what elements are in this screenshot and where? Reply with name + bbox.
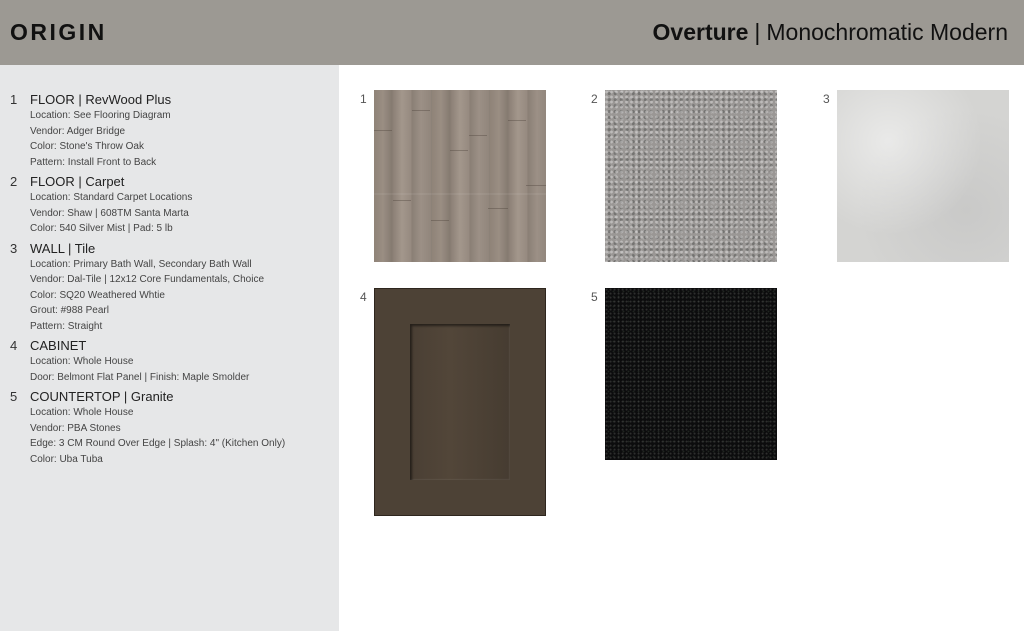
page-title bbox=[653, 19, 1008, 46]
style-name: Monochromatic Modern bbox=[766, 19, 1008, 45]
spec-line: Color: Stone's Throw Oak bbox=[30, 141, 144, 152]
spec-line: Pattern: Install Front to Back bbox=[30, 156, 157, 168]
spec-sidebar bbox=[0, 65, 339, 631]
spec-line: Vendor: PBA Stones bbox=[30, 422, 121, 434]
swatch-number: 3 bbox=[823, 92, 830, 106]
spec-line: Vendor: Dal-Tile | 12x12 Core Fundamentals, Choice bbox=[30, 274, 265, 285]
swatch-wood-floor bbox=[374, 90, 546, 262]
brand-logo: ORIGIN bbox=[10, 19, 107, 45]
header-bar bbox=[0, 0, 1024, 65]
spec-title: CABINET bbox=[30, 338, 87, 353]
spec-line: Door: Belmont Flat Panel | Finish: Maple Smolder bbox=[30, 371, 250, 383]
spec-title: FLOOR | RevWood Plus bbox=[30, 92, 172, 107]
spec-line: Pattern: Straight bbox=[30, 320, 103, 332]
spec-item-floor-carpet bbox=[0, 173, 339, 237]
spec-item-cabinet bbox=[0, 337, 339, 385]
cabinet-panel bbox=[410, 324, 510, 480]
swatch-number: 1 bbox=[360, 92, 367, 106]
spec-item-floor-revwood bbox=[0, 91, 339, 170]
spec-line: Color: SQ20 Weathered Whtie bbox=[30, 289, 165, 301]
spec-line: Location: Whole House bbox=[30, 356, 134, 367]
collection-name: Overture bbox=[652, 19, 749, 45]
swatch-number: 2 bbox=[591, 92, 598, 106]
spec-line: Location: Whole House bbox=[30, 407, 134, 418]
spec-number: 2 bbox=[10, 174, 18, 189]
spec-title: COUNTERTOP | Granite bbox=[30, 389, 174, 404]
title-separator: | bbox=[754, 19, 761, 45]
spec-number: 3 bbox=[10, 240, 18, 256]
spec-line: Vendor: Shaw | 608TM Santa Marta bbox=[30, 207, 189, 219]
spec-line: Location: Primary Bath Wall, Secondary Bath Wall bbox=[30, 258, 252, 270]
spec-number: 5 bbox=[10, 389, 18, 404]
spec-line: Location: Standard Carpet Locations bbox=[30, 192, 193, 203]
swatch-carpet bbox=[605, 90, 777, 262]
spec-line: Edge: 3 CM Round Over Edge | Splash: 4" (Kitchen Only) bbox=[30, 438, 286, 449]
swatch-granite bbox=[605, 288, 777, 460]
spec-line: Color: Uba Tuba bbox=[30, 453, 103, 465]
swatch-number: 5 bbox=[591, 290, 598, 304]
spec-line: Location: See Flooring Diagram bbox=[30, 110, 171, 121]
spec-item-wall-tile bbox=[0, 240, 339, 335]
spec-item-countertop bbox=[0, 388, 339, 467]
spec-line: Vendor: Adger Bridge bbox=[30, 125, 126, 137]
swatch-cabinet-door bbox=[374, 288, 546, 516]
swatch-wall-tile bbox=[837, 90, 1009, 262]
spec-number: 1 bbox=[10, 92, 18, 107]
spec-title: WALL | Tile bbox=[30, 240, 96, 256]
spec-title: FLOOR | Carpet bbox=[30, 174, 125, 189]
spec-line: Grout: #988 Pearl bbox=[30, 305, 109, 316]
swatch-number: 4 bbox=[360, 290, 367, 304]
spec-number: 4 bbox=[10, 338, 18, 353]
spec-line: Color: 540 Silver Mist | Pad: 5 lb bbox=[30, 223, 173, 234]
